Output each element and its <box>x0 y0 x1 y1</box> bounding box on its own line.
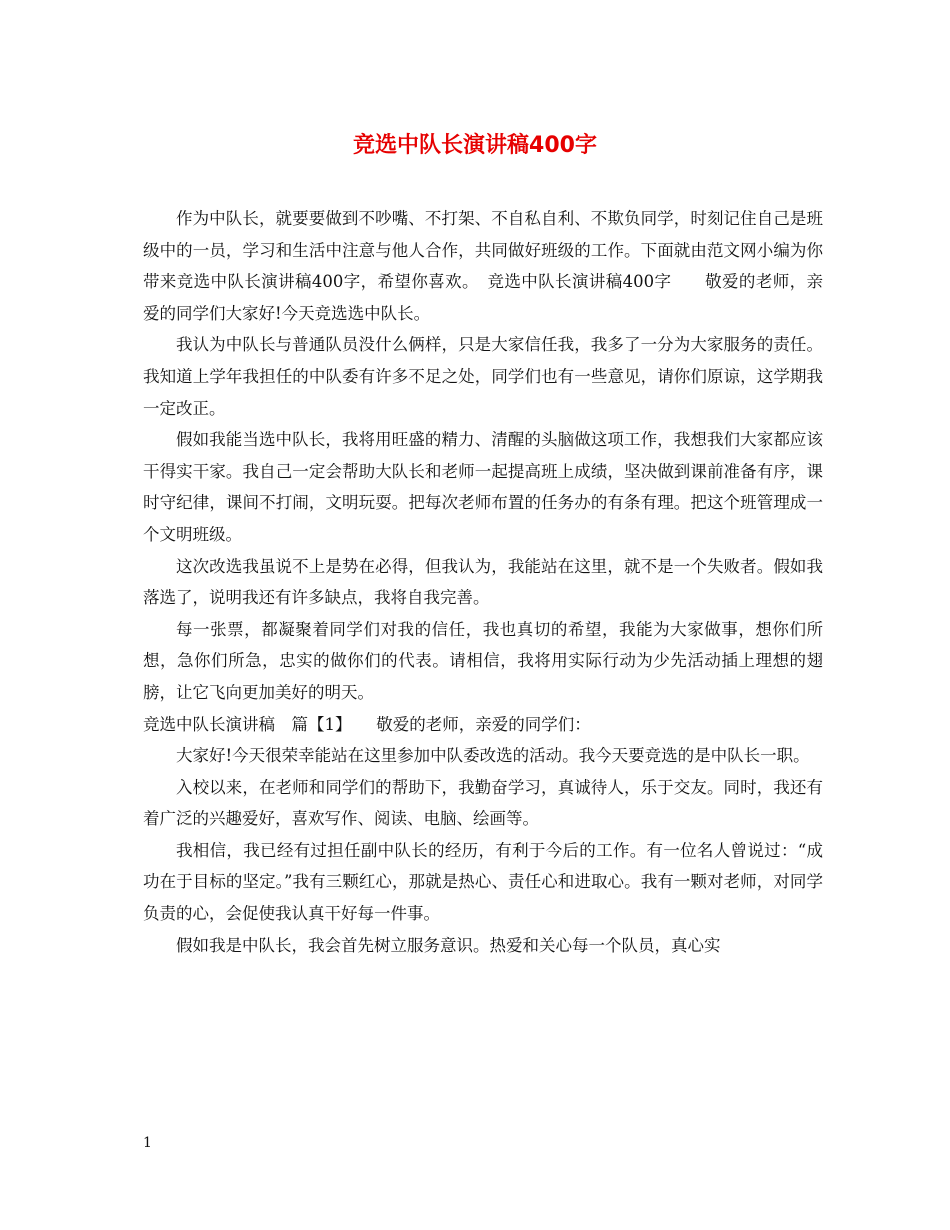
paragraph-1: 作为中队长，就要要做到不吵嘴、不打架、不自私自利、不欺负同学，时刻记住自己是班级中的一员，学习和生活中注意与他人合作，共同做好班级的工作。下面就由范文网小编为你带来竞选中队长演讲稿400字，希望你喜欢。 竞选中队长演讲稿400字 敬爱的老师，亲爱的同学们大家好!今天竞选选中队长。 <box>143 209 823 323</box>
paragraph-3: 假如我能当选中队长，我将用旺盛的精力、清醒的头脑做这项工作，我想我们大家都应该干得实干家。我自己一定会帮助大队长和老师一起提高班上成绩，坚决做到课前准备有序，课时守纪律，课间不打闹，文明玩耍。把每次老师布置的任务办的有条有理。把这个班管理成一个文明班级。 <box>143 430 823 544</box>
paragraph-7: 入校以来，在老师和同学们的帮助下，我勤奋学习，真诚待人，乐于交友。同时，我还有着广泛的兴趣爱好，喜欢写作、阅读、电脑、绘画等。 <box>143 777 823 829</box>
paragraph-2: 我认为中队长与普通队员没什么俩样，只是大家信任我，我多了一分为大家服务的责任。我知道上学年我担任的中队委有许多不足之处，同学们也有一些意见，请你们原谅，这学期我一定改正。 <box>143 335 823 418</box>
paragraph-8: 我相信，我已经有过担任副中队长的经历，有利于今后的工作。有一位名人曾说过：“成功在于目标的坚定。”我有三颗红心，那就是热心、责任心和进取心。我有一颗对老师，对同学负责的心，会促使我认真干好每一件事。 <box>143 840 823 924</box>
paragraph-4: 这次改选我虽说不上是势在必得，但我认为，我能站在这里，就不是一个失败者。假如我落选了，说明我还有许多缺点，我将自我完善。 <box>143 556 823 608</box>
section-heading-line: 竞选中队长演讲稿 篇【1】 敬爱的老师，亲爱的同学们： <box>143 714 591 734</box>
document-body <box>143 203 823 961</box>
paragraph-9: 假如我是中队长，我会首先树立服务意识。热爱和关心每一个队员，真心实 <box>176 935 721 955</box>
paragraph-5: 每一张票，都凝聚着同学们对我的信任，我也真切的希望，我能为大家做事，想你们所想，急你们所急，忠实的做你们的代表。请相信，我将用实际行动为少先活动插上理想的翅膀，让它飞向更加美好的明天。 <box>143 619 823 702</box>
page-number: 1 <box>143 1135 152 1151</box>
paragraph-6: 大家好!今天很荣幸能站在这里参加中队委改选的活动。我今天要竞选的是中队长一职。 <box>176 746 810 766</box>
document-title: 竞选中队长演讲稿400字 <box>353 133 597 158</box>
